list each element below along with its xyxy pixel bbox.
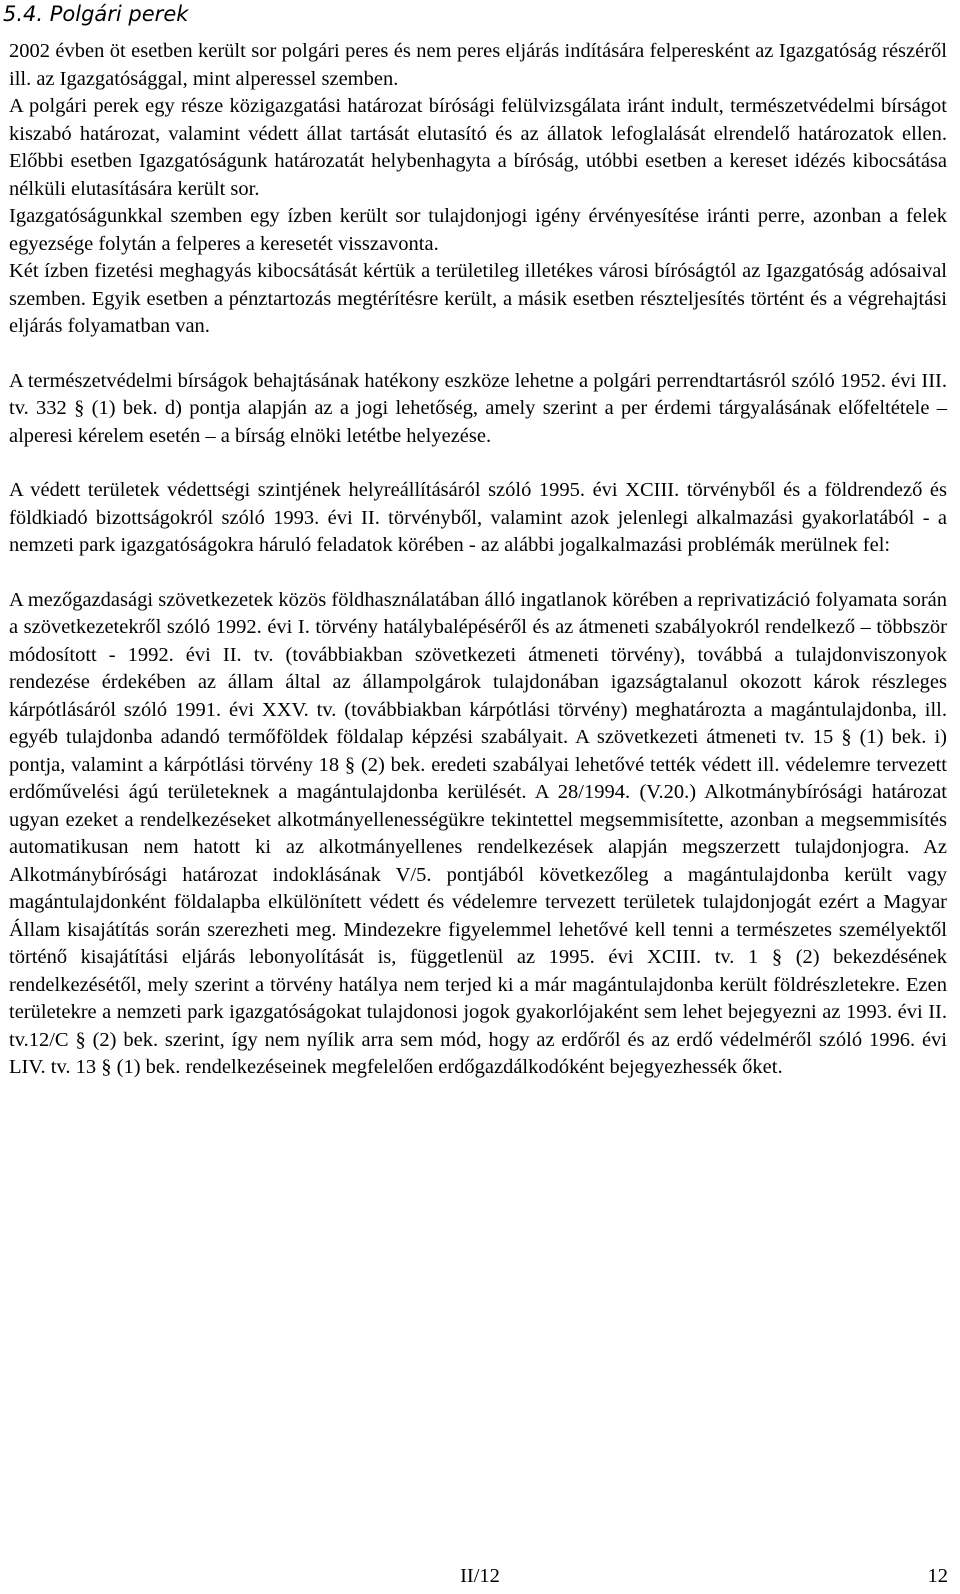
paragraph-ownership-claim: Igazgatóságunkkal szemben egy ízben került sor tulajdonjogi igény érvényesítése iránti perre, azonban a felek egyezsége folytán a felperes a keresetét visszavonta. — [9, 205, 947, 255]
document-body — [9, 38, 947, 1082]
paragraph-civil-cases-intro: 2002 évben öt esetben került sor polgári peres és nem peres eljárás indítására felperesként az Igazgatóság részéről ill. az Igazgatósággal, mint alperessel szemben. — [9, 40, 947, 90]
paragraph-payment-orders: Két ízben fizetési meghagyás kibocsátását kértük a területileg illetékes városi bíróságtól az Igazgatóság adósaival szemben. Egyik esetben a pénztartozás megtérítésre került, a másik esetben részteljesítés történt és a végrehajtási eljárás folyamatban van. — [9, 260, 947, 337]
footer-section-page: II/12 — [460, 1565, 500, 1587]
section-title: 5.4. Polgári perek — [3, 2, 189, 26]
paragraph-legal-problems-intro: A védett területek védettségi szintjének helyreállításáról szóló 1995. évi XCIII. törvényből és a földrendező és földkiadó bizottságokról szóló 1993. évi II. törvényből, valamint azok jelenlegi alkalmazási gyakorlatából - a nemzeti park igazgatóságokra háruló feladatok körében - az alábbi jogalkalmazási problémák merülnek fel: — [9, 479, 947, 556]
paragraph-fine-enforcement: A természetvédelmi bírságok behajtásának hatékony eszköze lehetne a polgári perrendtartásról szóló 1952. évi III. tv. 332 § (1) bek. d) pontja alapján az a jogi lehetőség, amely szerint a per érdemi tárgyalásának előfeltétele – alperesi kérelem esetén – a bírság elnöki letétbe helyezése. — [9, 369, 947, 447]
paragraph-reprivatization: A mezőgazdasági szövetkezetek közös földhasználatában álló ingatlanok körében a reprivatizáció folyamata során a szövetkezetekről szóló 1992. évi I. törvény hatálybalépéséről és az átmeneti szabályokról rendelkező – többször módosított - 1992. évi II. tv. (továbbiakban szövetkezeti átmeneti törvény), továbbá a tulajdonviszonyok rendezése érdekében az állam által az állampolgárok tulajdonában igazságtalanul okozott károk részleges kárpótlásáról szóló 1991. évi XXV. tv. (továbbiakban kárpótlási törvény) meghatározta a magántulajdonba, ill. egyéb tulajdonba adandó termőföldek földalap képzési szabályait. A szövetkezeti átmeneti tv. 15 § (1) bek. i) pontja, valamint a kárpótlási törvény 18 § (2) bek. eredeti szabályai lehetővé tették védett ill. védelemre tervezett erdőművelési ágú területeknek a magántulajdonba kerülését. A 28/1994. (V.20.) Alkotmánybírósági határozat ugyan ezeket a rendelkezéseket alkotmányellenességükre tekintettel megsemmisítette, azonban a megsemmisítés automatikusan nem hatott ki az alkotmányellenes rendelkezések alapján megszerzett tulajdonjogra. Az Alkotmánybírósági határozat indoklásának V/5. pontjából következőleg a magántulajdonba került vagy magántulajdonként földalapba elkülönített védett és védelemre tervezett területek tulajdonjogát ezért a Magyar Állam kisajátítás során szerezheti meg. Mindezekre figyelemmel lehetővé kell tenni a természetes személyektől történő kisajátítási eljárás lebonyolítását is, függetlenül az 1995. évi XCIII. tv. 1 § (2) bekezdésének rendelkezésétől, mely szerint a törvény hatálya nem terjed ki a már magántulajdonba került földrészletekre. Ezen területekre a nemzeti park igazgatóságokat tulajdonosi jogok gyakorlójaként sem lehet bejegyezni az 1993. évi II. tv.12/C § (2) bek. szerint, így nem nyílik arra sem mód, hogy az erdőről és az erdő védelméről szóló 1996. évi LIV. tv. 13 § (1) bek. rendelkezéseinek megfelelően erdőgazdálkodóként bejegyezhessék őket. — [9, 588, 947, 1078]
paragraph-administrative-review: A polgári perek egy része közigazgatási határozat bírósági felülvizsgálata iránt indult, természetvédelmi bírságot kiszabó határozat, valamint védett állat tartását elutasító és az állatok lefoglalását elrendelő határozatok ellen. Előbbi esetben Igazgatóságunk határozatát helybenhagyta a bíróság, utóbbi esetben a kereset idézés kibocsátása nélküli elutasítására került sor. — [9, 95, 947, 200]
page-number: 12 — [927, 1565, 948, 1587]
